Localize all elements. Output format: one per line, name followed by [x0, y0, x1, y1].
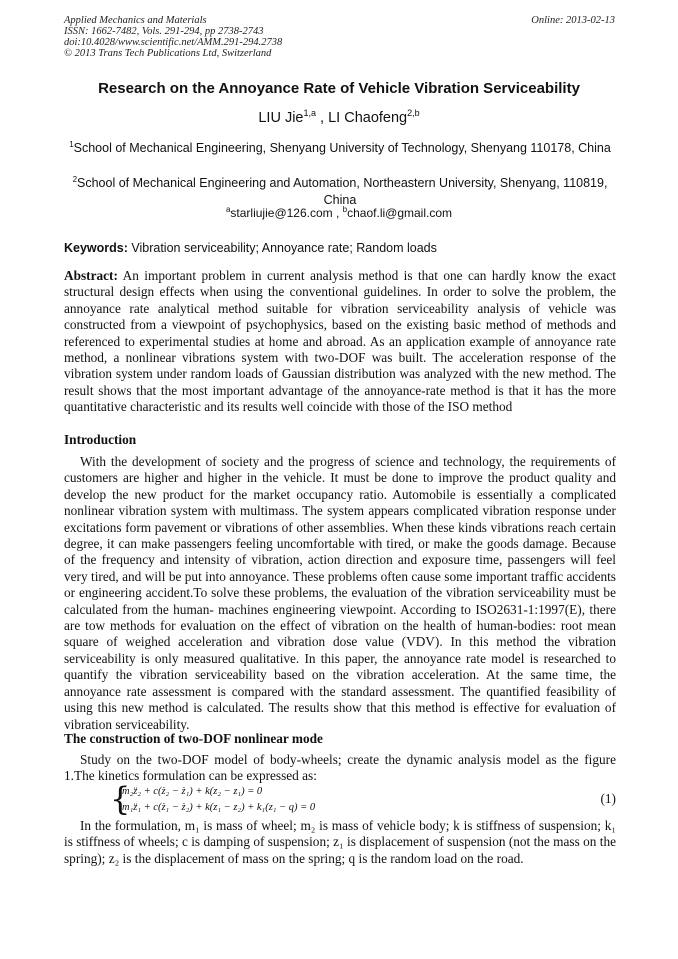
affiliation-1: [64, 136, 616, 157]
online-date: Online: 2013-02-13: [531, 15, 615, 26]
keywords-label: Keywords:: [64, 241, 128, 255]
equation-1: [110, 780, 430, 818]
abstract-text: An important problem in current analysis method is that one can hardly know the exact structural design effects when using the conventional guidelines. In order to solve the problem, the annoyance rate analytical method suitable for vibration serviceability analysis of vehicle was constructed from a viewpoint of psychophysics, based on the existing basic method of methods and referenced to experimental studies at home and abroad. As an application example of annoyance rate method, a nonlinear vibrations system with two-DOF was built. The acceleration response of the vibration system under random loads of Gaussian distribution was analyzed with the new method. The result shows that the most important advantage of the annoyance-rate method is that it has the more quantitative characteristic and its results well coincide with those of the ISO method: [64, 268, 616, 415]
introduction-paragraph: With the development of society and the progress of science and technology, the requirements of customers are higher and higher in the vehicle. It must be done to improve the product quality and develop the new product for the market occupancy ratio. Automobile is essentially a complicated nonlinear vibration system with multimass. The system appears complicated vibration response under excitations form pavement or vibrations of other assemblies. When these kinds vibrations reach certain degree, it can make passengers feeling uncomfortable with tired, or make the goods damage. Because of the frequency and intensity of vibration, action direction and exposure time, passengers will feel very tired, and will be put into annoyance. These problems often cause some important traffic accidents or engineering accident.To solve these problems, the evaluation of the vibration serviceability must be calculated from the human- machines engineering viewpoint. According to ISO2631-1:1997(E), there are tow methods for evaluation on the effect of vibration on the health of human-bodies: root mean square of weighed acceleration and vibration dose value (VDV). In this method the vibration serviceability is only measured qualitative. In this paper, the annoyance rate model is researched to quantify the vibration serviceability based on the vibration acceleration. At the same time, the annoyance rate assessment is compared with the standard assessment. The quantified feasibility of using this new method is calculated. The results show that this method is effective for evaluation of vibration serviceability.: [64, 454, 616, 732]
equation-number: (1): [600, 791, 616, 806]
construction-heading: The construction of two-DOF nonlinear mode: [64, 731, 323, 746]
affiliation-2-text: School of Mechanical Engineering and Automation, Northeastern University, Shenyang, 110819, China: [77, 176, 608, 208]
journal-issn: ISSN: 1662-7482, Vols. 291-294, pp 2738-2743: [64, 26, 264, 37]
abstract-label: Abstract:: [64, 268, 118, 283]
affiliation-1-sup: 1: [69, 140, 74, 149]
equation-line-2: m₁z̈₁ + c(ż₁ − ż₂) + k(z₁ − z₂) + k₁(z₁ − q) = 0: [122, 802, 316, 813]
construction-paragraph: Study on the two-DOF model of body-wheels; create the dynamic analysis model as the figure 1.The kinetics formulation can be expressed as:: [64, 752, 616, 784]
paper-title: Research on the Annoyance Rate of Vehicle Vibration Serviceability: [98, 80, 580, 97]
email-b[interactable]: chaof.li@gmail.com: [347, 206, 453, 220]
author-2: LI Chaofeng: [328, 109, 408, 126]
abstract: [64, 268, 616, 416]
journal-name: Applied Mechanics and Materials: [64, 15, 207, 26]
author-2-sup: 2,b: [407, 108, 420, 118]
author-separator: ,: [316, 109, 329, 126]
author-line: [40, 108, 638, 126]
equation-brace: {: [110, 780, 131, 818]
journal-doi[interactable]: doi:10.4028/www.scientific.net/AMM.291-294.2738: [64, 37, 283, 48]
email-separator: ,: [332, 206, 343, 220]
affiliation-2-sup: 2: [72, 175, 78, 184]
email-a[interactable]: starliujie@126.com: [230, 206, 333, 220]
affiliation-1-text: School of Mechanical Engineering, Shenyang University of Technology, Shenyang 110178, China: [73, 141, 611, 156]
formulation-paragraph: In the formulation, m₁ is mass of wheel; m₂ is mass of vehicle body; k is stiffness of suspension; k₁ is stiffness of wheels; c is damping of suspension; z₁ is displacement of suspension (not the mass on the spring); z₂ is the displacement of mass on the spring; q is the random load on the road.: [64, 818, 616, 866]
keywords-text: Vibration serviceability; Annoyance rate; Random loads: [127, 241, 437, 255]
equation-line-1: m₂z̈₂ + c(ż₂ − ż₁) + k(z₂ − z₁) = 0: [122, 786, 263, 797]
email-line: [40, 205, 638, 220]
keywords: [64, 241, 616, 255]
author-1: LIU Jie: [258, 109, 304, 126]
journal-copyright: © 2013 Trans Tech Publications Ltd, Switzerland: [64, 48, 272, 59]
author-1-sup: 1,a: [303, 108, 317, 118]
journal-header: [64, 15, 282, 59]
email-a-sup: a: [225, 205, 231, 214]
affiliation-2: [64, 171, 616, 209]
email-b-sup: b: [342, 205, 348, 214]
introduction-heading: Introduction: [64, 432, 137, 447]
